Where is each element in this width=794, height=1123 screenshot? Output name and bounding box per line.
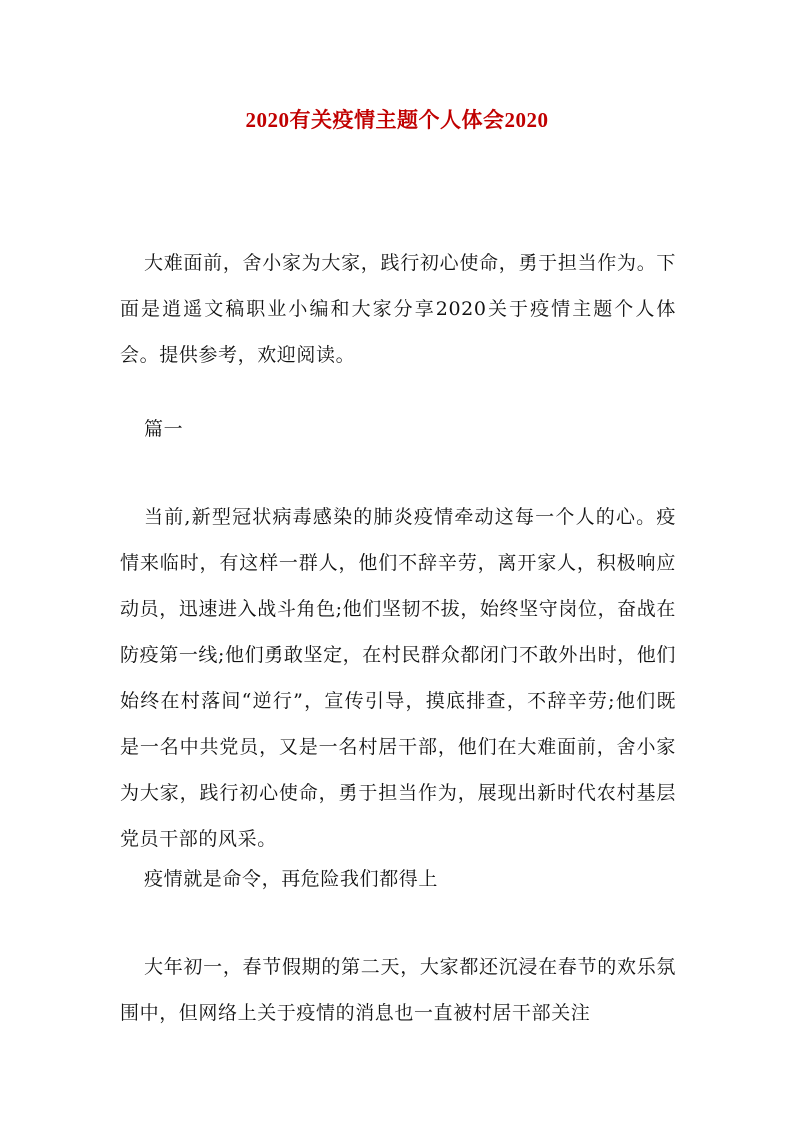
body-paragraph: 当前,新型冠状病毒感染的肺炎疫情牵动这每一个人的心。疫情来临时，有这样一群人，他们不辞辛劳，离开家人，积极响应动员，迅速进入战斗角色;他们坚韧不拔，始终坚守岗位，奋战在防疫第一线;他们勇敢坚定，在村民群众都闭门不敢外出时，他们始终在村落间“逆行”，宣传引导，摸底排查，不辞辛劳;他们既是一名中共党员，又是一名村居干部，他们在大难面前，舍小家为大家，践行初心使命，勇于担当作为，展现出新时代农村基层党员干部的风采。 (120, 506, 676, 850)
body-paragraph: 大年初一，春节假期的第二天，大家都还沉浸在春节的欢乐氛围中，但网络上关于疫情的消息也一直被村居干部关注 (120, 956, 676, 1024)
intro-paragraph: 大难面前，舍小家为大家，践行初心使命，勇于担当作为。下面是逍遥文稿职业小编和大家分享2020关于疫情主题个人体会。提供参考，欢迎阅读。 (120, 252, 676, 366)
document-title: 2020有关疫情主题个人体会2020 (245, 108, 549, 132)
section-heading-part-one: 篇一 (144, 418, 184, 440)
subheading: 疫情就是命令，再危险我们都得上 (144, 868, 439, 890)
